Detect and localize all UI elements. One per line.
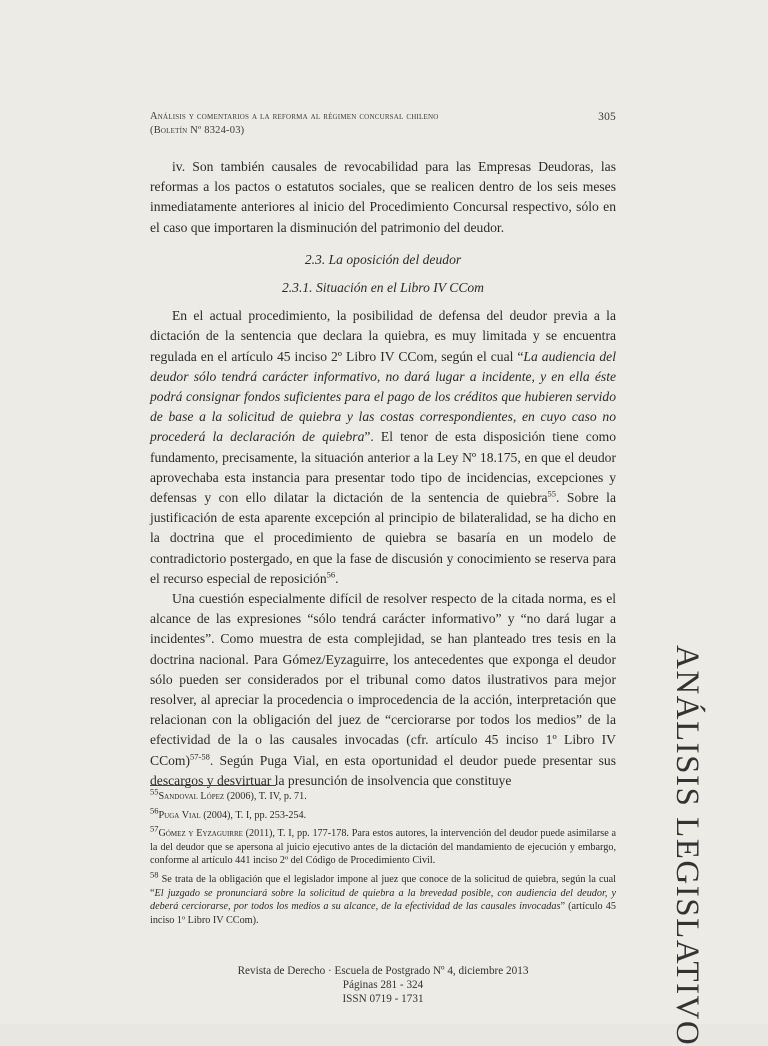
footnote bbox=[150, 823, 616, 868]
running-subtitle: (Boletín Nº 8324-03) bbox=[150, 125, 245, 136]
footnote-ref[interactable]: 56 bbox=[326, 569, 336, 580]
section-side-label: ANÁLISIS LEGISLATIVO bbox=[669, 645, 705, 1046]
footnote bbox=[150, 805, 616, 823]
footnote bbox=[150, 869, 616, 927]
issn: ISSN 0719 - 1731 bbox=[342, 993, 424, 1005]
footnote-text: Se trata de la obligación que el legislador impone al juez que conoce de la solicitud de quiebra, según la cual “ bbox=[150, 873, 616, 899]
text-run: En el actual procedimiento, la posibilidad de defensa del deudor previa a la dictación de la sentencia que declara la quiebra, es muy limitada y se encuentra regulada en el artículo 45 inciso 2º Libro IV CCom, según el cual “ bbox=[150, 308, 616, 364]
page-range: Páginas 281 - 324 bbox=[342, 979, 424, 991]
footnote-number: 58 bbox=[150, 869, 159, 880]
footnotes bbox=[150, 786, 616, 932]
subsection-heading: 2.3.1. Situación en el Libro IV CCom bbox=[281, 280, 484, 296]
list-item-iv: iv. Son también causales de revocabilidad para las Empresas Deudoras, las reformas a los pactos o estatutos sociales, que se realicen dentro de los seis meses inmediatamente anteriores al inicio del Procedimiento Concursal respectivo, sólo en el caso que importaren la disminución del patrimonio del deudor. bbox=[150, 159, 616, 235]
text-run: . Sobre la justificación de esta aparente excepción al principio de bilateralidad, se ha dicho en la doctrina que el procedimiento de quiebra se basaría en un modelo de contradictorio postergado, en que la fase de discusión y conocimiento se reserva para el recurso especial de reposición bbox=[150, 490, 616, 586]
paragraph bbox=[150, 306, 616, 589]
page-footer bbox=[150, 964, 616, 1006]
text-run: . Según Puga Vial, en esta oportunidad el deudor puede presentar sus descargos y desvirtuar la presunción de insolvencia que constituye bbox=[150, 752, 616, 788]
footnote-ref[interactable]: 57-58 bbox=[190, 751, 210, 762]
footnote-text: (2011), T. I, pp. 177-178. Para estos autores, la intervención del deudor puede asimilarse a la del deudor que se apersona al juicio ejecutivo antes de la dictación del mandamiento de ejecución y embargo, conforme al artículo 441 inciso 2º del Código de Procedimiento Civil. bbox=[150, 828, 616, 867]
footnote-quote: El juzgado se pronunciará sobre la solicitud de quiebra a la brevedad posible, con audiencia del deudor, y deberá cerciorarse, por todos los medios a su alcance, de la efectividad de las causales invocadas bbox=[150, 887, 616, 913]
footnote-author: Puga Vial bbox=[158, 809, 201, 821]
paragraph bbox=[150, 589, 616, 791]
footnote-number: 55 bbox=[150, 786, 159, 797]
footnote-text: (2006), T. IV, p. 71. bbox=[224, 791, 307, 802]
running-title: Análisis y comentarios a la reforma al régimen concursal chileno bbox=[150, 111, 439, 122]
text-run: Una cuestión especialmente difícil de resolver respecto de la citada norma, es el alcance de las expresiones “sólo tendrá carácter informativo” y “no dará lugar a incidentes”. Como muestra de esta complejidad, se han planteado tres tesis en la doctrina nacional. Para Gómez/Eyzaguirre, los antecedentes que exponga el deudor sólo pueden ser considerados por el tribunal como datos ilustrativos para mejor resolver, al apreciar la procedencia o improcedencia de la acción, interpretación que relacionan con la obligación del juez de “cerciorarse por todos los medios” de la efectividad de la o las causales invocadas (cfr. artículo 45 inciso 1º Libro IV CCom) bbox=[150, 591, 616, 768]
page-number: 305 bbox=[598, 111, 616, 123]
running-header bbox=[150, 110, 616, 138]
footnote bbox=[150, 786, 616, 804]
footnote-text: (2004), T. I, pp. 253-254. bbox=[200, 809, 307, 821]
quoted-text: La audiencia del deudor sólo tendrá carácter informativo, no dará lugar a incidente, y en ella éste podrá consignar fondos suficientes para el pago de los créditos que hubieren servido de base a la solicitud de quiebra y las costas correspondientes, en cuyo caso no procederá la declaración de quiebra bbox=[150, 348, 616, 445]
journal-info: Revista de Derecho · Escuela de Postgrado Nº 4, diciembre 2013 bbox=[237, 965, 529, 977]
text-run: . bbox=[335, 570, 339, 586]
footnote-ref[interactable]: 55 bbox=[547, 488, 557, 499]
footnote-text: ” (artículo 45 inciso 1º Libro IV CCom). bbox=[150, 901, 616, 926]
text-run: ”. El tenor de esta disposición tiene como fundamento, precisamente, la situación anterior a la Ley Nº 18.175, en que el deudor aprovechaba esta instancia para presentar todo tipo de incidencias, excepciones y defensas y con ello dilatar la dictación de la sentencia de quiebra bbox=[150, 429, 616, 506]
footnote-author: Sandoval López bbox=[158, 791, 225, 802]
body-text bbox=[150, 157, 616, 791]
footnote-number: 57 bbox=[150, 823, 159, 834]
section-heading: 2.3. La oposición del deudor bbox=[304, 251, 462, 267]
footnote-divider bbox=[150, 785, 276, 786]
footnote-number: 56 bbox=[150, 805, 159, 816]
footnote-author: Gómez y Eyzaguirre bbox=[158, 828, 243, 840]
